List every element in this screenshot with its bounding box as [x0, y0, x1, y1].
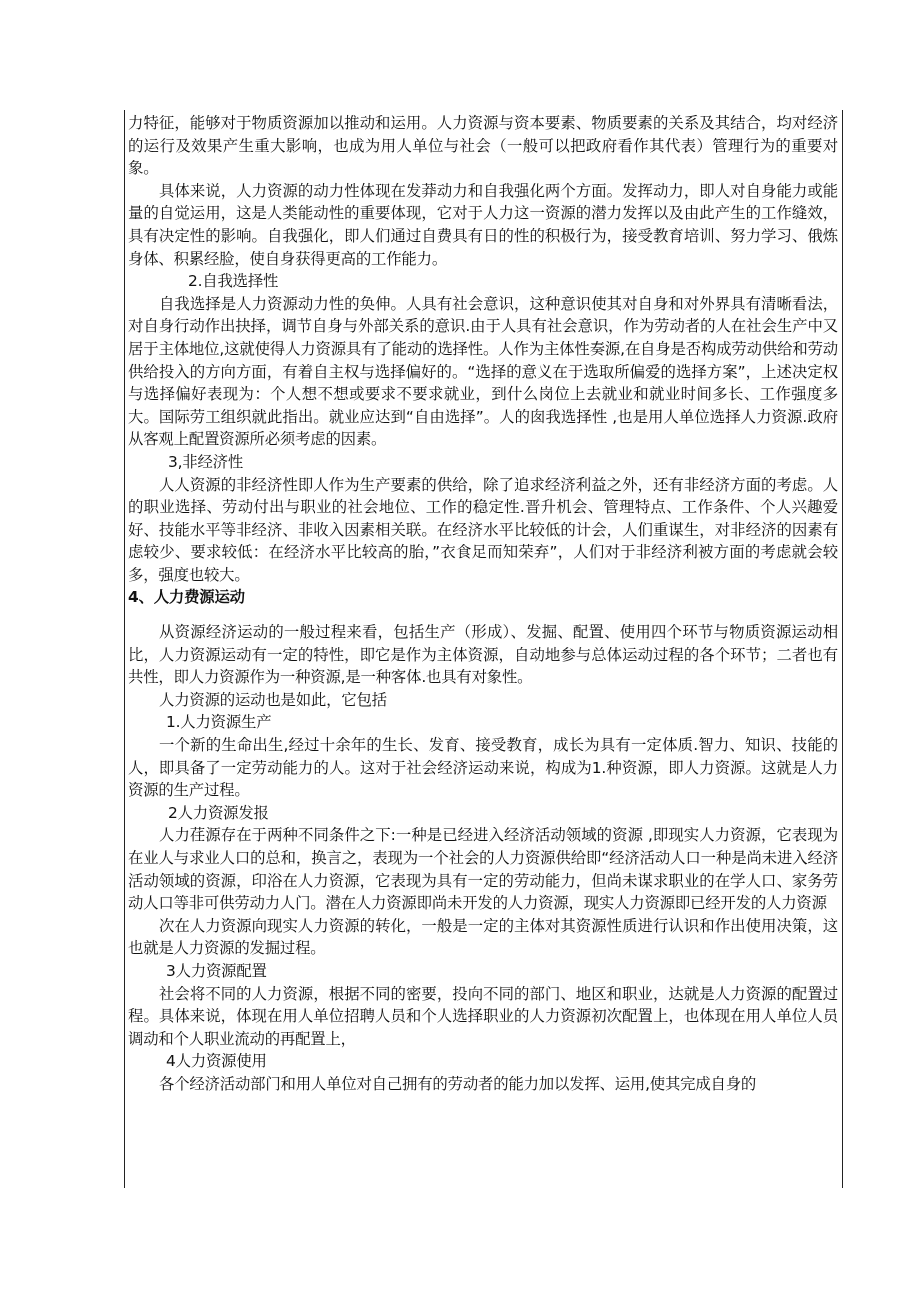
chapter-heading: 4、人力费源运动 — [128, 588, 245, 607]
paragraph: 各个经济活动部门和用人单位对自己拥有的劳动者的能力加以发挥、运用,使其完成自身的 — [159, 1074, 757, 1093]
section-heading: 2人力资源发报 — [168, 803, 269, 822]
section-heading: 1.人力资源生产 — [166, 713, 272, 732]
section-heading: 4人力资源使用 — [166, 1052, 267, 1071]
paragraph: 具体来说，人力资源的动力性体现在发莽动力和自我强化两个方面。发挥动力，即人对自身能力或能量的自觉运用，这是人类能动性的重要体现，它对于人力这一资源的潜力发挥以及由此产生的工作缝效，具有决定性的影响。自我强化，即人们通过自费具有日的性的积极行为，接受教育培训、努力学习、俄炼身体、积累经脸，使自身获得更高的工作能力。 — [128, 181, 838, 268]
paragraph: 次在人力资源向现实人力资源的转化，一般是一定的主体对其资源性质进行认识和作出使用决策，这也就是人力资源的发掘过程。 — [128, 916, 838, 958]
paragraph: 一个新的生命出生,经过十余年的生长、发育、接受教育，成长为具有一定体质.智力、知识、技能的人，即具备了一定劳动能力的人。这对于社会经济运动来说，构成为1.种资源，即人力资源。这就是人力资源的生产过程。 — [128, 736, 838, 800]
document-body — [128, 112, 838, 1096]
paragraph: 社会将不同的人力资源，根据不同的密要，投向不同的部门、地区和职业，达就是人力资源的配置过程。具体来说，体现在用人单位招聘人员和个人选择职业的人力资源初次配置上，也体现在用人单位人员调动和个人职业流动的再配置上， — [128, 984, 838, 1048]
paragraph: 自我选择是人力资源动力性的奂伸。人具有社会意识，这种意识使其对自身和对外界具有清晰看法，对自身行动作出抉择，调节自身与外部关系的意识.由于人具有社会意识，作为劳动者的人在社会生产中又居于主体地位,这就使得人力资源具有了能动的选择性。人作为主体性奏源,在自身是否构成劳动供给和劳动供给投入的方向方面，有着自主权与选择偏好的。“选择的意义在于选取所偏爱的选择方案”，上述决定权与选择偏好表现为：个人想不想或要求不要求就业，到什么岗位上去就业和就业时间多长、工作强度多大。国际劳工组织就此指出。就业应达到“自由选择”。人的囱我选择性 ,也是用人单位选择人力资源.政府从客观上配置资源所必须考虑的因素。 — [128, 294, 838, 449]
paragraph: 力特征，能够对于物质资源加以推动和运用。人力资源与资本要素、物质要素的关系及其结合，均对经济的运行及效果产生重大影响，也成为用人单位与社会（一般可以把政府看作其代表）管理行为的重要对象。 — [128, 114, 838, 178]
paragraph: 人力资源的运动也是如此，它包括 — [159, 690, 387, 709]
paragraph: 从资源经济运动的一般过程来看，包括生产（形成）、发掘、配置、使用四个环节与物质资源运动相比，人力资源运动有一定的特性，即它是作为主体资源，自动地参与总体运动过程的各个环节；二者也有共性，即人力资源作为一种资源,是一种客体.也具有对象性。 — [128, 623, 838, 687]
section-heading: 3人力资源配置 — [166, 961, 267, 980]
paragraph: 人力荏源存在于两种不同条件之下:一种是已经进入经济活动领域的资源 ,即现实人力资源，它表现为在业人与求业人口的总和，换言之，表现为一个社会的人力资源供给即“经济活动人口一种是尚未进入经济活动领域的资源，印浴在人力资源，它表现为具有一定的劳动能力，但尚未谋求职业的在学人口、家务劳动人口等非可供劳动力人门。潜在人力资源即尚未开发的人力资源，现实人力资源即已经开发的人力资源 — [128, 826, 838, 913]
paragraph: 人人资源的非经济性即人作为生产要素的供给，除了追求经济利益之外，还有非经济方面的考虑。人的职业选择、劳动付出与职业的社会地位、工作的稳定性.晋升机会、管理特点、工作条件、个人兴趣爱好、技能水平等非经济、非收入因素相关联。在经济水平比较低的计会，人们重谋生，对非经济的因素有虑较少、要求较低：在经济水平比较高的胎，”衣食足而知荣弃”，人们对于非经济利被方面的考虑就会较多，强度也较大。 — [128, 475, 838, 584]
section-heading: 2.自我选择性 — [188, 272, 279, 291]
section-heading: 3,非经济性 — [168, 452, 244, 471]
